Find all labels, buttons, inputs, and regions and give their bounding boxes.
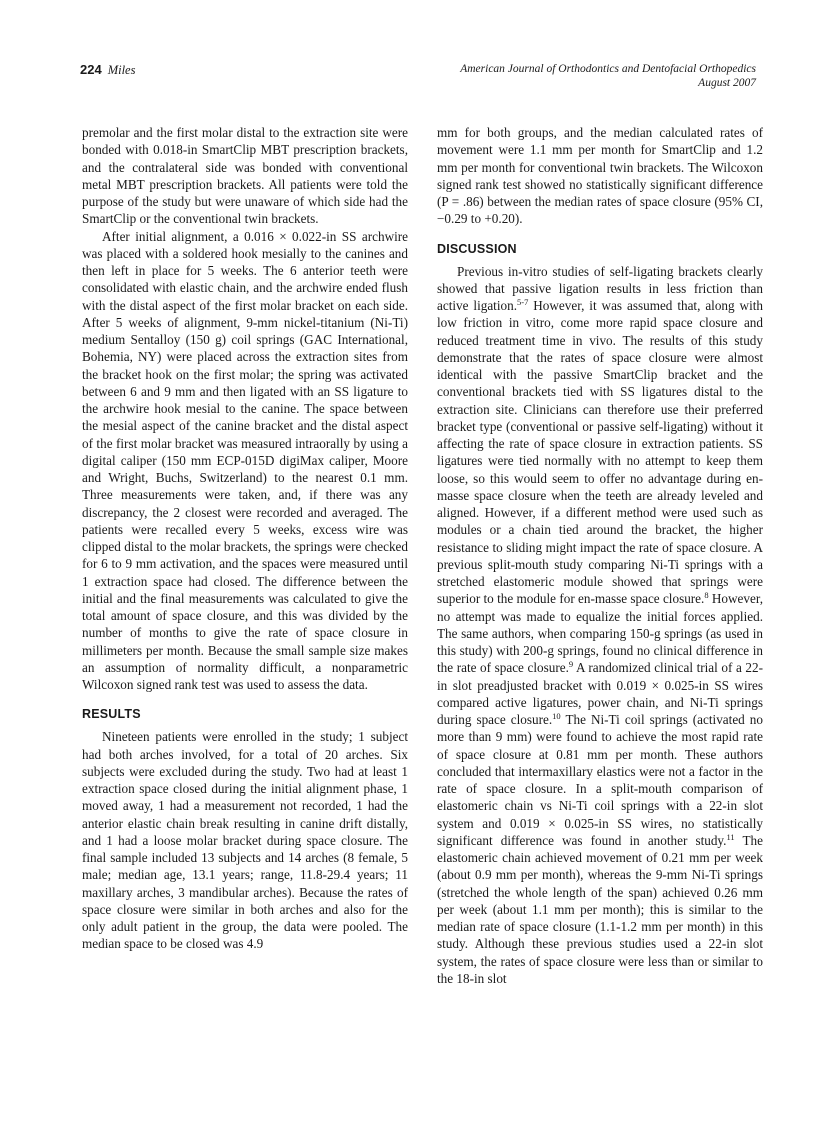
methods-paragraph-continued: premolar and the first molar distal to the extraction site were bonded with 0.018-in SmartClip MBT prescription brackets, and the contralateral side was bonded with conventional metal MBT prescription brackets. All patients were told the purpose of the study but were unaware of which side had the SmartClip or the conventional twin brackets. [82,125,408,227]
citation-ref-10: 10 [552,711,561,721]
running-author: Miles [107,63,136,77]
methods-paragraph-procedure: After initial alignment, a 0.016 × 0.022-in SS archwire was placed with a soldered hook mesially to the canines and then left in place for 5 weeks. The 6 anterior teeth were consolidated with elastic chain, and the archwire ended flush with the distal aspect of the first molar bracket on each side. After 5 weeks of alignment, 9-mm nickel-titanium (Ni-Ti) medium Sentalloy (150 g) coil springs (GAC International, Bohemia, NY) were placed across the extraction sites from the bracket hook on the first molar; the spring was activated between 6 and 9 mm and then ligated with an SS ligature to the archwire hook mesial to the canine. The space between the mesial aspect of the canine bracket and the distal aspect of the first molar bracket was measured intraorally by using a digital caliper (150 mm ECP-015D digiMax caliper, Moore and Wright, Buchs, Switzerland) to the nearest 0.1 mm. Three measurements were taken, and, if there was any discrepancy, the 2 closest were recorded and averaged. The patients were recalled every 5 weeks, excess wire was clipped distal to the molar brackets, the springs were checked for 6 to 9 mm activation, and the spaces were measured until 1 extraction space had closed. The difference between the initial and the final measurements was calculated to give the total amount of space closure, and this was divided by the number of months to give the rate of space closure in millimeters per month. Because the small sample size makes an assumption of normality difficult, a nonparametric Wilcoxon signed rank test was used to assess the data. [82,228,408,692]
discussion-text-c: However, no attempt was made to equalize the initial forces applied. The same authors, when comparing 150-g springs (as used in this study) with 200-g springs, found no clinical difference in the rate of space closure. [437,591,763,676]
left-column [82,124,408,953]
discussion-text-d: A randomized clinical trial of a 22-in slot preadjusted bracket with 0.019 × 0.025-in SS wires compared active ligatures, power chain, and Ni-Ti springs during space closure. [437,660,763,727]
citation-ref-11: 11 [726,831,735,842]
discussion-heading: DISCUSSION [437,241,517,256]
right-column [437,124,763,987]
issue-date: August 2007 [698,77,756,89]
discussion-text-b: However, it was assumed that, along with low friction in vitro, come more rapid space closure and reduced treatment time in vivo. The results of this study demonstrate that the rates of space closure were almost identical with the passive SmartClip bracket and the conventional brackets tied with SS ligatures distal to the extraction site. Clinicians can therefore use their preferred bracket type (conventional or passive self-ligating) without it affecting the rate of space closure in extraction patients. SS ligatures were tied normally with no attempt to keep them loose, so this would seem to offer no advantage during en-masse space closure when the teeth are already leveled and aligned. However, if a different method were used such as modules or a chain tied around the bracket, the higher resistance to sliding might impact the rate of space closure. A previous split-mouth study comparing Ni-Ti springs with a stretched elastomeric module showed that springs were superior to the module for en-masse space closure. [437,298,763,607]
journal-info [460,62,756,90]
citation-ref-5-7: 5-7 [517,297,529,307]
page-number: 224 [80,62,102,77]
results-heading: RESULTS [82,707,141,722]
journal-title: American Journal of Orthodontics and Dentofacial Orthopedics [460,63,756,75]
citation-ref-9: 9 [568,659,574,670]
citation-ref-8: 8 [704,590,709,601]
results-paragraph-continued: mm for both groups, and the median calculated rates of movement were 1.1 mm per month for SmartClip and 1.2 mm per month for conventional twin brackets. The Wilcoxon signed rank test showed no statistically significant difference (P = .86) between the median rates of space closure (95% CI, −0.29 to +0.20). [437,125,763,227]
discussion-paragraph [437,263,763,988]
folio [80,62,135,78]
results-paragraph: Nineteen patients were enrolled in the study; 1 subject had both arches involved, for a total of 20 arches. Six subjects were excluded during the study. Two had at least 1 extraction space closed during the initial alignment phase, 1 moved away, 1 had a measurement not recorded, 1 had the anterior elastic chain break resulting in canine drift distally, and 1 had a loose molar bracket during space closure. The final sample included 13 subjects and 14 arches (8 female, 5 male; median age, 13.1 years; range, 11.8-29.4 years; 11 maxillary arches, 3 mandibular arches). Because the rates of space closure were similar in both arches and also for the only adult patient in the group, the data were pooled. The median space to be closed was 4.9 [82,729,408,952]
discussion-text-a: Previous in-vitro studies of self-ligating brackets clearly showed that passive ligation results in less friction than active ligation. [437,263,763,313]
discussion-text-f: The elastomeric chain achieved movement of 0.21 mm per week (about 0.9 mm per month), whereas the 9-mm Ni-Ti springs (stretched the whole length of the span) achieved 0.26 mm per week (about 1.1 mm per month); this is similar to the median rate of space closure (1.1-1.2 mm per month) in this study. Although these previous studies used a 22-in slot system, the rates of space closure were less than or similar to the 18-in slot [437,832,764,986]
discussion-text-e: The Ni-Ti coil springs (activated no more than 9 mm) were found to achieve the most rapid rate of space closure at 0.81 mm per month. These authors concluded that intermaxillary elastics were not a factor in the rate of space closure. In a split-mouth comparison of elastomeric chain vs Ni-Ti coil springs with a 22-in slot system and 0.019 × 0.025-in SS wires, no statistically significant difference was found in another study. [437,712,763,848]
